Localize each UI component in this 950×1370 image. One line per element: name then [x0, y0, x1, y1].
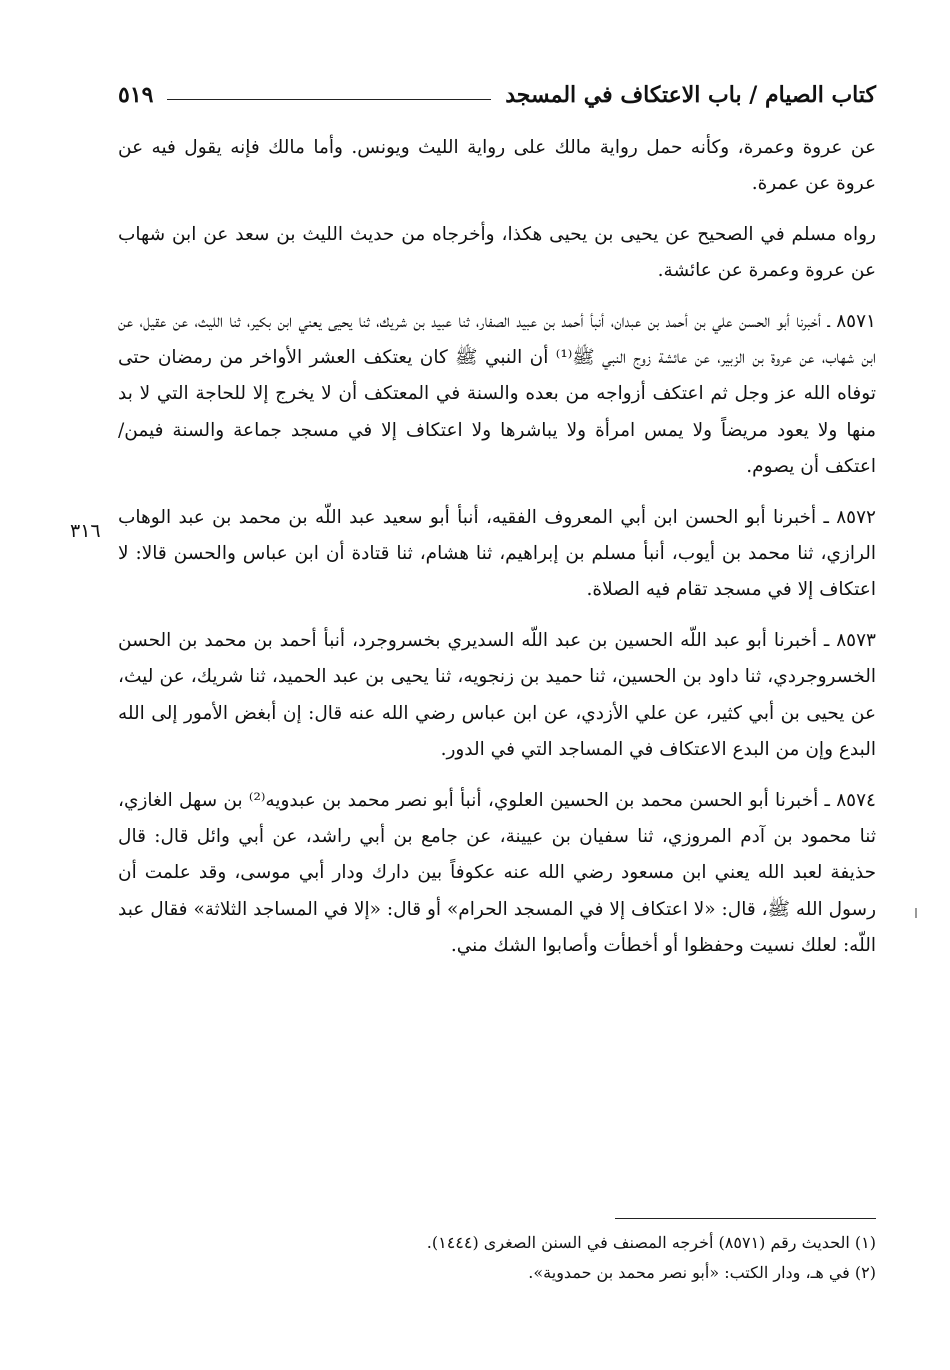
header-rule — [167, 99, 491, 100]
footnotes — [118, 1228, 876, 1288]
paragraph-muslim-note: رواه مسلم في الصحيح عن يحيى بن يحيى هكذا، وأخرجاه من حديث الليث بن سعد عن ابن شهاب عن عروة وعمرة عن عائشة. — [118, 223, 876, 282]
header-title: كتاب الصيام / باب الاعتكاف في المسجد — [505, 82, 876, 108]
scan-mark — [915, 908, 917, 918]
paragraph-continuation: عن عروة وعمرة، وكأنه حمل رواية مالك على رواية الليث ويونس. وأما مالك فإنه يقول فيه عن عروة عن عمرة. — [118, 137, 876, 195]
footnote-separator — [615, 1218, 876, 1219]
footnote-1: (١) الحديث رقم (٨٥٧١) أخرجه المصنف في السنن الصغرى (١٤٤٤). — [426, 1233, 876, 1252]
running-header — [118, 78, 876, 112]
hadith-8572: ٨٥٧٢ ـ أخبرنا أبو الحسن ابن أبي المعروف الفقيه، أنبأ أبو سعيد عبد اللّه بن محمد بن عبد الوهاب الرازي، ثنا محمد بن أيوب، أنبأ مسلم بن إبراهيم، ثنا هشام، ثنا قتادة أن ابن عباس والحسن قالا: لا اعتكاف إلا في مسجد تقام فيه الصلاة. — [118, 506, 876, 601]
footnote-2: (٢) في هـ، ودار الكتب: «أبو نصر محمد بن حمدوية». — [528, 1263, 876, 1282]
hadith-8571: ٨٥٧١ ـ أخبرنا أبو الحسن علي بن أحمد بن عبدان، أنبأ أحمد بن عبيد الصفار، ثنا عبيد بن شريك، ثنا يحيى يعني ابن بكير، ثنا الليث، عن عقيل، عن ابن شهاب، عن عروة بن الزبير، عن عائشة زوج النبي ﷺ⁽¹⁾ أن النبي ﷺ كان يعتكف العشر الأواخر من رمضان حتى توفاه الله عز وجل ثم اعتكف أزواجه من بعده والسنة في المعتكف أن لا يخرج إلا للحاجة التي لا بد منها ولا يعود مريضاً ولا يمس امرأة ولا يباشرها ولا اعتكاف إلا في مسجد جماعة والسنة فيمن/ اعتكف أن يصوم. — [118, 310, 876, 478]
main-text — [118, 130, 876, 979]
hadith-8573: ٨٥٧٣ ـ أخبرنا أبو عبد اللّه الحسين بن عبد اللّه السديري بخسروجرد، أنبأ أحمد بن محمد بن الحسن الخسروجردي، ثنا داود بن الحسين، ثنا حميد بن زنجويه، ثنا يحيى بن عبد الحميد، ثنا شريك، عن ليث، عن يحيى بن أبي كثير، عن علي الأزدي، عن ابن عباس رضي الله عنه قال: إن أبغض الأمور إلى الله البدع وإن من البدع الاعتكاف في المساجد التي في الدور. — [118, 629, 876, 761]
hadith-8574: ٨٥٧٤ ـ أخبرنا أبو الحسن محمد بن الحسين العلوي، أنبأ أبو نصر محمد بن عبدويه⁽²⁾ بن سهل الغازي، ثنا محمود بن آدم المروزي، ثنا سفيان بن عيينة، عن جامع بن أبي راشد، عن أبي وائل قال: قال حذيفة لعبد الله يعني ابن مسعود رضي الله عنه عكوفاً بين دارك ودار أبي موسى، وقد علمت أن رسول الله ﷺ، قال: «لا اعتكاف إلا في المسجد الحرام» أو قال: «إلا في المساجد الثلاثة» فقال عبد اللّه: لعلك نسيت وحفظوا أو أخطأت وأصابوا الشك مني. — [118, 789, 876, 957]
page-number: ٥١٩ — [118, 82, 154, 108]
margin-page-reference: ٣١٦ — [70, 520, 101, 542]
